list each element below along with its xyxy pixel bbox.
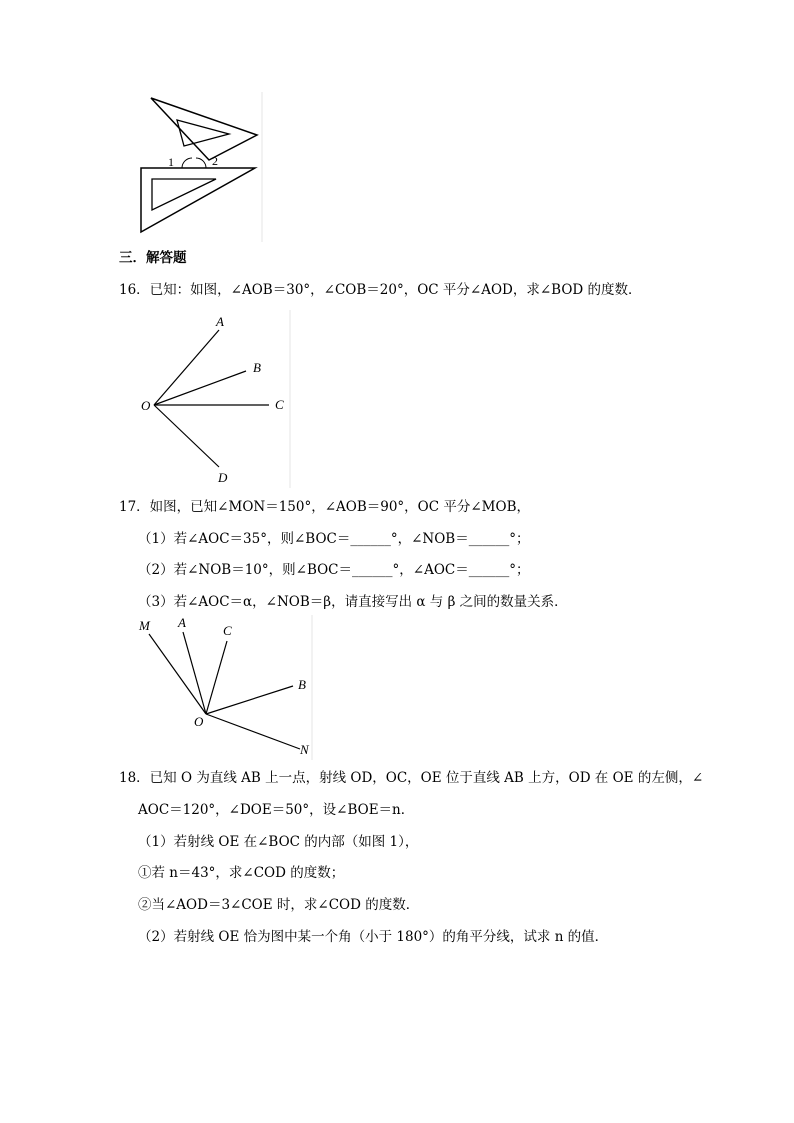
upper-triangle-inner [177,120,229,146]
angle-arc-2 [196,158,206,168]
angle-label-2: 2 [212,154,218,168]
label-A: A [178,615,186,630]
ray-OA [154,330,219,405]
q16-text: 16．已知：如图，∠AOB＝30°，∠COB＝20°，OC 平分∠AOD，求∠BOD 的度数． [119,282,642,298]
q17-part1: （1）若∠AOC＝35°，则∠BOC＝______°，∠NOB＝______°； [138,531,530,547]
ray-OA [183,632,206,714]
lower-triangle-outer [141,168,255,232]
label-D: D [218,470,228,485]
label-A: A [216,314,224,329]
q16-figure [130,310,300,488]
set-squares-figure [130,92,270,242]
q17-text: 17．如图，已知∠MON＝150°，∠AOB＝90°，OC 平分∠MOB， [119,499,530,515]
q18-sub1: ①若 n＝43°，求∠COD 的度数； [138,865,345,881]
q18-sub2: ②当∠AOD＝3∠COE 时，求∠COD 的度数． [138,897,420,913]
q18-part1: （1）若射线 OE 在∠BOC 的内部（如图 1）， [138,834,419,850]
q18-line1: 18．已知 O 为直线 AB 上一点，射线 OD，OC，OE 位于直线 AB 上方，OD 在 OE 的左侧，∠ [119,770,704,786]
q17-figure [130,615,320,760]
upper-triangle-outer [151,98,257,160]
label-N: N [300,742,309,757]
label-O: O [194,714,204,729]
ray-OC [206,641,227,714]
ray-OM [149,634,206,714]
label-C: C [275,397,284,412]
label-O: O [141,398,151,413]
ray-ON [206,714,300,749]
label-C: C [223,623,232,638]
section-title: 三．解答题 [119,250,187,266]
label-M: M [139,618,150,633]
q18-part2: （2）若射线 OE 恰为图中某一个角（小于 180°）的角平分线，试求 n 的值． [138,929,609,945]
q18-line2: AOC＝120°，∠DOE＝50°，设∠BOE＝n． [138,802,415,818]
label-B: B [253,360,261,375]
q17-part2: （2）若∠NOB＝10°，则∠BOC＝______°，∠AOC＝______°； [138,562,530,578]
angle-label-1: 1 [168,155,174,169]
angle-arc-1 [182,158,192,168]
q17-part3: （3）若∠AOC＝α，∠NOB＝β，请直接写出 α 与 β 之间的数量关系． [138,594,568,610]
ray-OB [154,371,246,405]
ray-OD [154,405,219,467]
ray-OB [206,686,293,714]
label-B: B [298,677,306,692]
